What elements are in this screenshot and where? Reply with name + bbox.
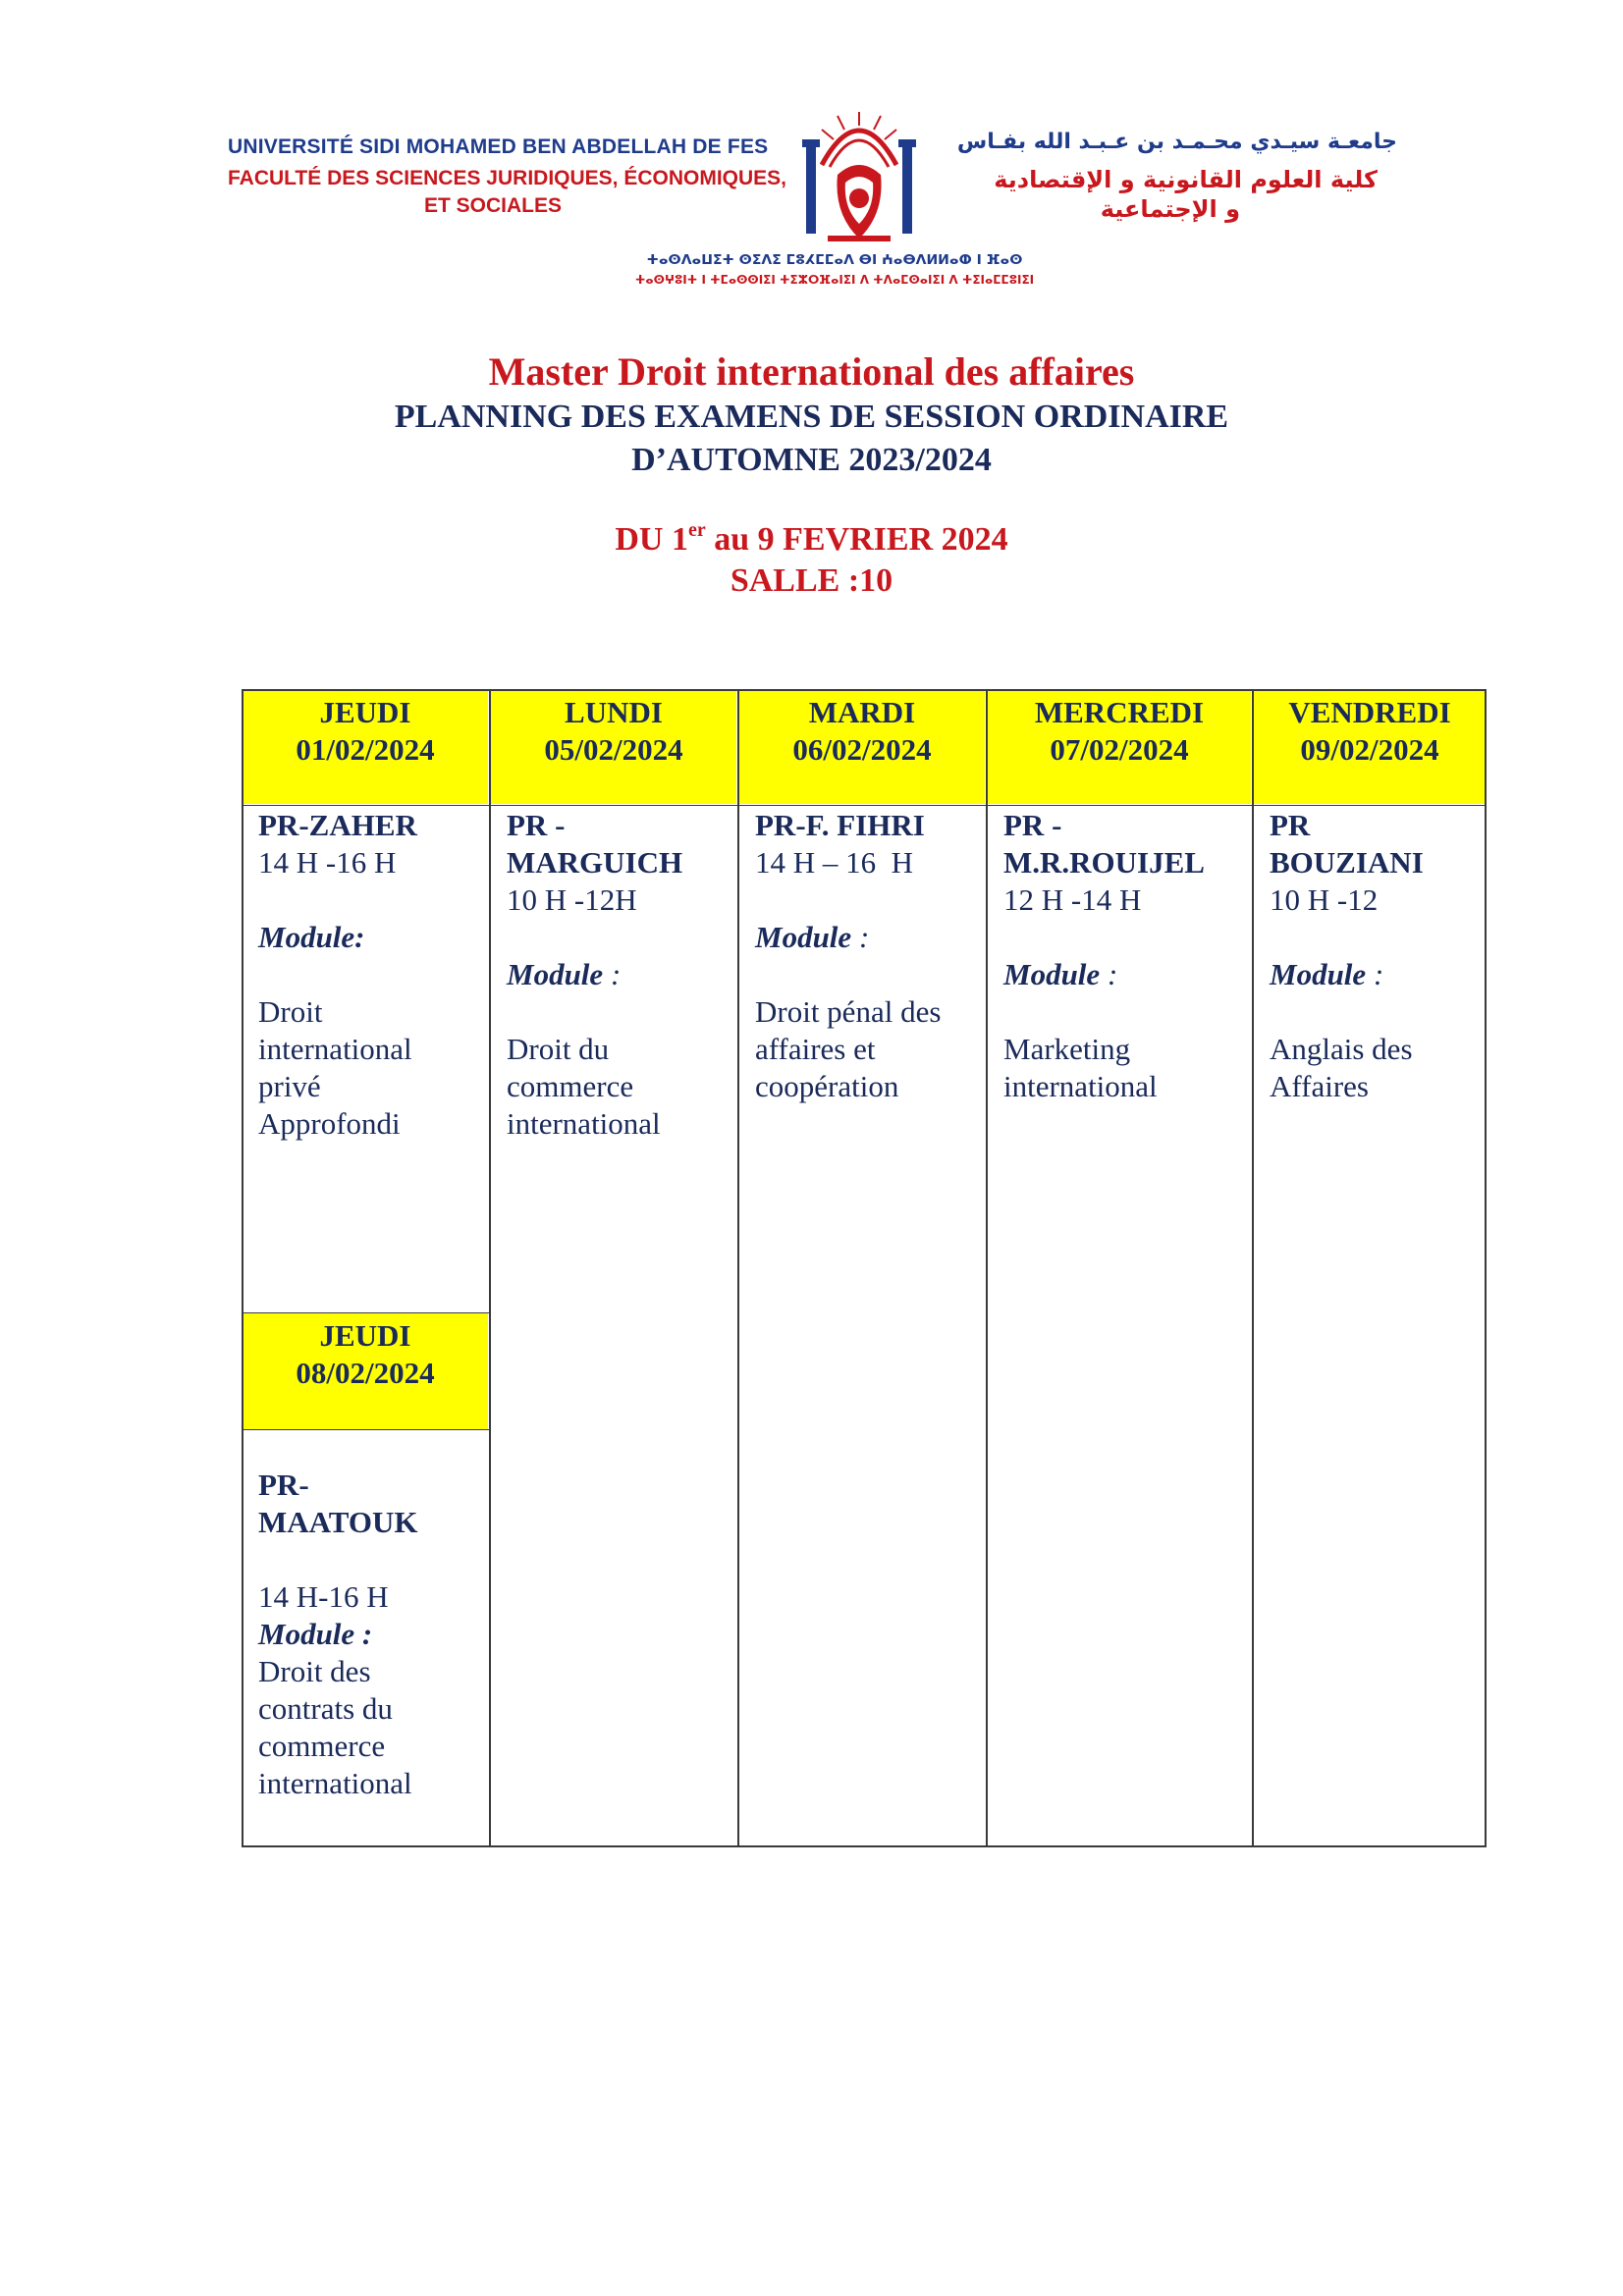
faculty-name-ar-line2: و الإجتماعية — [1100, 195, 1240, 223]
professor-name: PR-ZAHER — [258, 808, 417, 842]
university-name-ar: جامعـة سيـدي محـمـد بن عـبـد الله بفـاس — [956, 130, 1397, 154]
table-divider — [242, 1312, 490, 1313]
module-name-line: international — [507, 1106, 661, 1141]
module-name-line: Droit pénal des — [755, 994, 942, 1029]
module-name-line: Droit des — [258, 1654, 371, 1688]
exam-time: 10 H -12H — [507, 882, 637, 917]
module-name-line: coopération — [755, 1069, 899, 1103]
module-name-line: international — [258, 1032, 412, 1066]
exam-cell-extra — [258, 1467, 484, 1802]
exam-cell-col2 — [507, 807, 732, 1143]
exam-time: 12 H -14 H — [1003, 882, 1142, 917]
professor-name: PR-F. FIHRI — [755, 808, 925, 842]
exam-cell-col4 — [1003, 807, 1249, 1105]
module-name-line: commerce — [258, 1729, 386, 1763]
header-date: 09/02/2024 — [1300, 732, 1439, 767]
header-cell-col5 — [1254, 690, 1486, 804]
module-name-line: Marketing — [1003, 1032, 1131, 1066]
module-name-line: contrats du — [258, 1691, 393, 1726]
header-day: VENDREDI — [1288, 695, 1451, 729]
university-name-french — [228, 135, 787, 218]
module-label: Module: — [258, 920, 365, 954]
professor-name-line: M.R.ROUIJEL — [1003, 845, 1205, 880]
header-date: 08/02/2024 — [296, 1356, 435, 1390]
table-border — [242, 689, 243, 1847]
module-name-line: international — [258, 1766, 412, 1800]
module-label: Module : — [1270, 957, 1384, 991]
tifinagh-line2: ⵜⴰⵙⵖⵓⵏⵜ ⵏ ⵜⵎⴰⵙⵙⵏⵉⵏ ⵜⵉⵣⵔⴼⴰⵏⵉⵏ ⴷ ⵜⴷⴰⵎⵙⴰⵏⵉⵏ ⴷ ⵜⵉⵏⴰⵎⵎⵓⵏⵉⵏ — [634, 273, 1035, 287]
module-label: Module : — [1003, 957, 1118, 991]
table-divider — [737, 689, 739, 1847]
header-date: 07/02/2024 — [1050, 732, 1189, 767]
header-cell-col4 — [988, 690, 1251, 804]
module-name-line: international — [1003, 1069, 1158, 1103]
module-label: Module : — [258, 1617, 373, 1651]
tifinagh-line1: ⵜⴰⵙⴷⴰⵡⵉⵜ ⵙⵉⴷⵉ ⵎⵓⵃⵎⵎⴰⴷ ⴱⵏ ⵄⴰⴱⴷⵍⵍⴰⵀ ⵏ ⴼⴰⵙ — [646, 252, 1023, 268]
header-cell-col1 — [243, 690, 488, 804]
exam-time: 14 H -16 H — [258, 845, 397, 880]
table-divider — [1252, 689, 1254, 1847]
header-day: LUNDI — [565, 695, 663, 729]
university-emblem-icon — [800, 106, 918, 253]
professor-name-line: PR — [1270, 808, 1311, 842]
planning-title-line1: PLANNING DES EXAMENS DE SESSION ORDINAIRE — [394, 399, 1229, 435]
document-titles — [0, 348, 1623, 602]
header-day: MERCREDI — [1034, 695, 1205, 729]
faculty-name-line1: FACULTÉ DES SCIENCES JURIDIQUES, ÉCONOMIQUES, — [228, 167, 787, 189]
module-name-line: Droit du — [507, 1032, 610, 1066]
module-name-line: commerce — [507, 1069, 634, 1103]
room-number: SALLE :10 — [730, 562, 893, 599]
header-cell-col3 — [739, 690, 985, 804]
university-name: UNIVERSITÉ SIDI MOHAMED BEN ABDELLAH DE FES — [228, 135, 769, 158]
header-day: MARDI — [808, 695, 916, 729]
header-date: 06/02/2024 — [792, 732, 932, 767]
module-label: Module : — [507, 957, 622, 991]
module-name-line: affaires et — [755, 1032, 876, 1066]
professor-name-line: PR- — [258, 1468, 309, 1502]
module-name-line: privé — [258, 1069, 321, 1103]
table-border — [242, 689, 1487, 691]
exam-time: 14 H – 16 H — [755, 845, 914, 880]
header-date: 01/02/2024 — [296, 732, 435, 767]
professor-name-line: BOUZIANI — [1270, 845, 1424, 880]
professor-name-line: MAATOUK — [258, 1505, 418, 1539]
module-name-line: Anglais des — [1270, 1032, 1413, 1066]
exam-cell-col1 — [258, 807, 484, 1143]
letterhead — [0, 0, 1623, 304]
program-title: Master Droit international des affaires — [488, 349, 1135, 394]
table-divider — [242, 1429, 490, 1430]
university-name-tifinagh — [609, 250, 1060, 290]
module-name-line: Droit — [258, 994, 323, 1029]
planning-title-line2: D’AUTOMNE 2023/2024 — [631, 442, 992, 478]
table-divider — [242, 805, 1487, 806]
module-name-line: Affaires — [1270, 1069, 1369, 1103]
table-border — [1485, 689, 1487, 1847]
professor-name-line: PR - — [507, 808, 566, 842]
exam-period: DU 1er au 9 FEVRIER 2024 — [615, 519, 1008, 558]
header-day: JEUDI — [319, 1318, 411, 1353]
faculty-name-line2: ET SOCIALES — [424, 194, 563, 217]
module-name-line: Approfondi — [258, 1106, 401, 1141]
table-border — [242, 1845, 1487, 1847]
header-cell-col2 — [491, 690, 736, 804]
exam-time: 14 H-16 H — [258, 1579, 389, 1614]
exam-cell-col5 — [1270, 807, 1482, 1105]
header-day: JEUDI — [319, 695, 411, 729]
module-label: Module : — [755, 920, 870, 954]
table-divider — [986, 689, 988, 1847]
header-cell-extra — [243, 1313, 488, 1429]
header-date: 05/02/2024 — [544, 732, 683, 767]
exam-cell-col3 — [755, 807, 983, 1105]
exam-schedule-table — [242, 689, 1487, 1847]
exam-time: 10 H -12 — [1270, 882, 1379, 917]
university-name-arabic — [926, 130, 1397, 223]
professor-name-line: MARGUICH — [507, 845, 683, 880]
faculty-name-ar-line1: كلية العلوم القانونية و الإقتصادية — [994, 166, 1378, 193]
table-divider — [489, 689, 491, 1847]
professor-name-line: PR - — [1003, 808, 1062, 842]
